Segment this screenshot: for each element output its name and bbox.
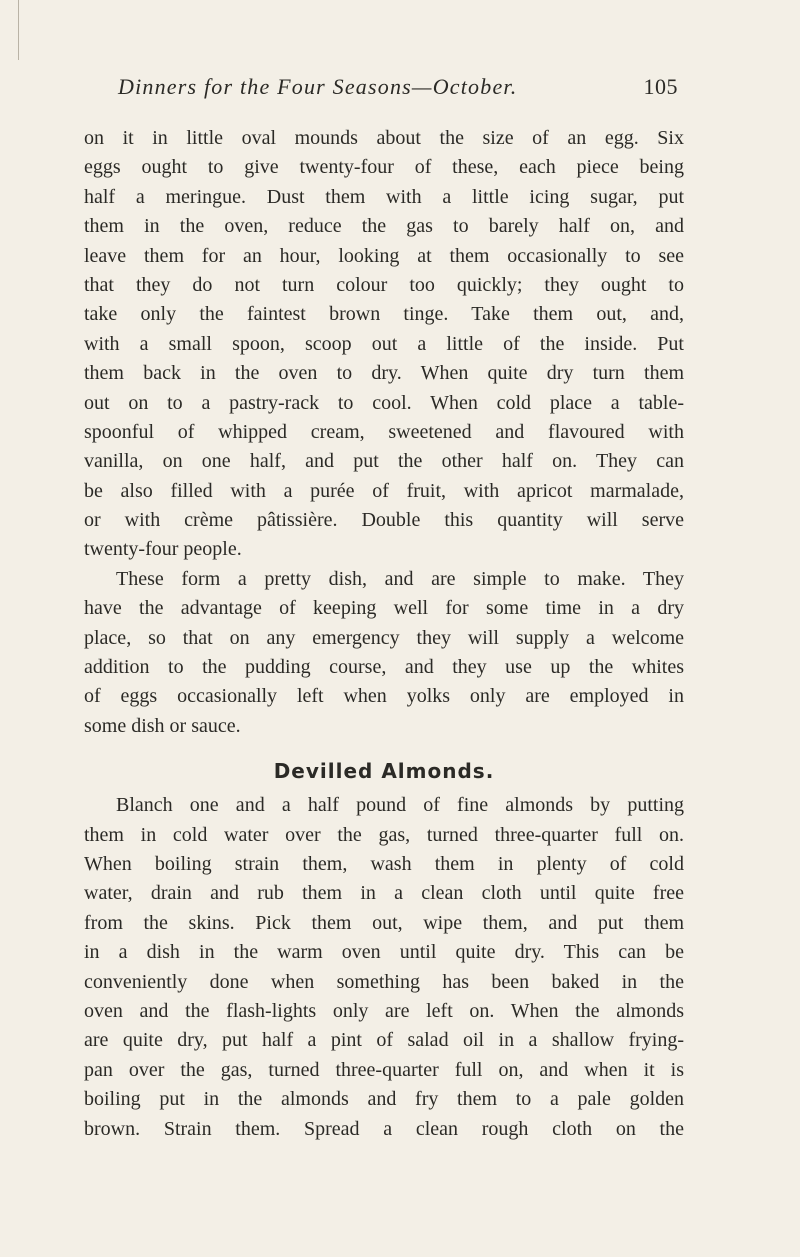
text-line: be also filled with a purée of fruit, with apricot marmalade, [84,479,684,502]
text-line: eggs ought to give twenty-four of these, each piece being [84,156,684,179]
text-line: water, drain and rub them in a clean cloth until quite free [84,882,684,905]
text-line: or with crème pâtissière. Double this quantity will serve [84,509,684,532]
running-head-title: Dinners for the Four Seasons—October. [118,74,518,99]
text-line: some dish or sauce. [84,714,241,737]
page-edge-line [18,0,19,60]
section-heading: Devilled Almonds. [273,759,495,784]
text-line: with a small spoon, scoop out a little of the inside. Put [84,332,684,355]
section-heading-block [84,741,684,789]
paragraph-meringues-continued [84,124,684,565]
text-line: are quite dry, put half a pint of salad oil in a shallow frying- [84,1029,684,1052]
text-line: in a dish in the warm oven until quite dry. This can be [84,941,684,964]
text-line: of eggs occasionally left when yolks only are employed in [84,685,684,708]
text-line: Blanch one and a half pound of fine almonds by putting [116,794,684,817]
text-line: place, so that on any emergency they will supply a welcome [84,626,684,649]
text-line: vanilla, on one half, and put the other half on. They can [84,450,684,473]
running-head [118,74,678,110]
text-line: These form a pretty dish, and are simple to make. They [116,567,684,590]
text-line: twenty-four people. [84,538,242,561]
text-line: from the skins. Pick them out, wipe them, and put them [84,911,684,934]
text-line: boiling put in the almonds and fry them to a pale golden [84,1088,684,1111]
text-line: spoonful of whipped cream, sweetened and flavoured with [84,420,684,443]
paragraph-notes [84,565,684,741]
paragraph-devilled-almonds [84,791,684,1144]
text-line: leave them for an hour, looking at them occasionally to see [84,244,684,267]
text-line: them in the oven, reduce the gas to barely half on, and [84,215,684,238]
text-line: oven and the flash-lights only are left on. When the almonds [84,999,684,1022]
page-number: 105 [643,74,678,99]
text-line: out on to a pastry-rack to cool. When cold place a table- [84,391,684,414]
text-line: them in cold water over the gas, turned three-quarter full on. [84,823,684,846]
text-line: conveniently done when something has been baked in the [84,970,684,993]
text-line: on it in little oval mounds about the size of an egg. Six [84,127,684,149]
text-line: half a meringue. Dust them with a little icing sugar, put [84,185,684,208]
body-text [84,124,684,1144]
text-line: When boiling strain them, wash them in plenty of cold [84,852,684,875]
text-line: take only the faintest brown tinge. Take them out, and, [84,303,684,326]
text-line: addition to the pudding course, and they use up the whites [84,656,684,679]
text-line: them back in the oven to dry. When quite dry turn them [84,362,684,385]
text-line: have the advantage of keeping well for some time in a dry [84,597,684,620]
text-line: brown. Strain them. Spread a clean rough cloth on the [84,1117,684,1140]
text-line: pan over the gas, turned three-quarter full on, and when it is [84,1058,684,1081]
text-line: that they do not turn colour too quickly; they ought to [84,273,684,296]
